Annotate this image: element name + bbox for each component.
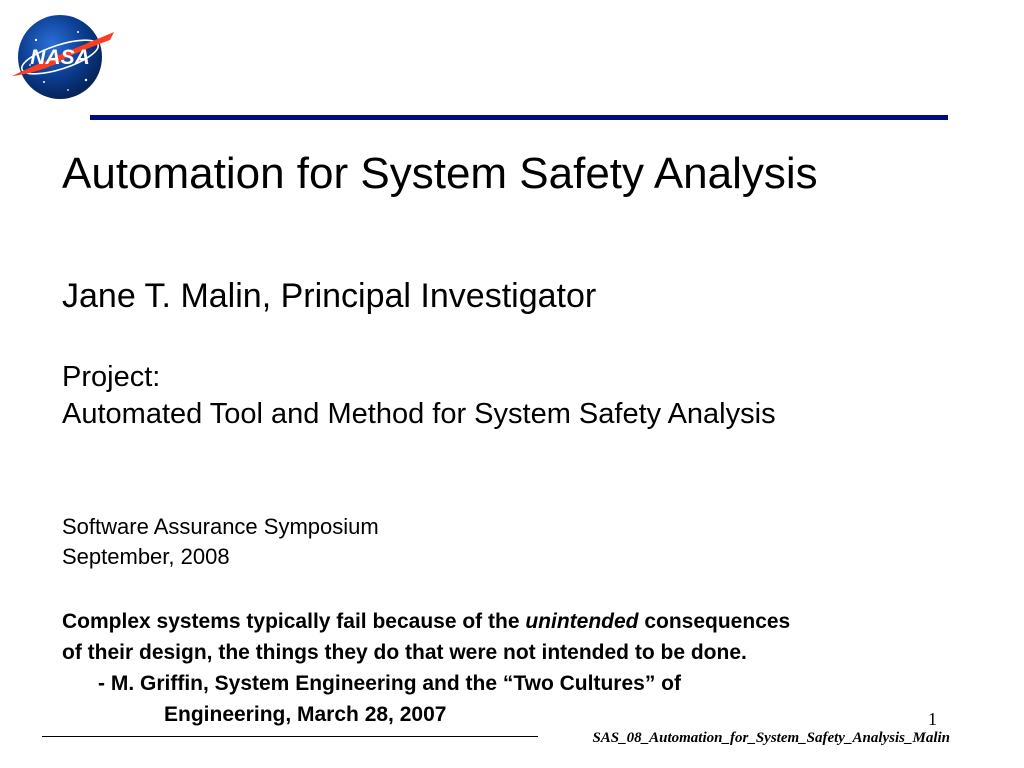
quote-block: [62, 606, 790, 730]
venue-block: [62, 512, 379, 572]
quote-attribution-1: - M. Griffin, System Engineering and the “Two Cultures” of: [98, 672, 681, 695]
header-divider: [90, 115, 948, 120]
logo-text: NASA: [30, 46, 90, 69]
footer-divider: [42, 736, 538, 737]
quote-text-after: consequences: [638, 610, 791, 633]
venue-date: September, 2008: [62, 544, 230, 569]
quote-line-2: of their design, the things they do that were not intended to be done.: [62, 641, 747, 664]
footer-filename: SAS_08_Automation_for_System_Safety_Analysis_Malin: [592, 730, 950, 746]
project-label: Project:: [62, 361, 161, 393]
slide-title: Automation for System Safety Analysis: [62, 149, 818, 198]
nasa-logo-icon: [6, 10, 118, 102]
page-number: 1: [928, 709, 937, 729]
author-line: Jane T. Malin, Principal Investigator: [62, 277, 597, 315]
project-name: Automated Tool and Method for System Safety Analysis: [62, 398, 776, 430]
quote-line-1: [62, 606, 790, 637]
venue-name: Software Assurance Symposium: [62, 514, 379, 539]
project-block: [62, 359, 776, 433]
quote-text-before: Complex systems typically fail because of the: [62, 610, 526, 633]
quote-emphasis: unintended: [525, 610, 639, 633]
quote-attribution-2: Engineering, March 28, 2007: [164, 703, 447, 726]
